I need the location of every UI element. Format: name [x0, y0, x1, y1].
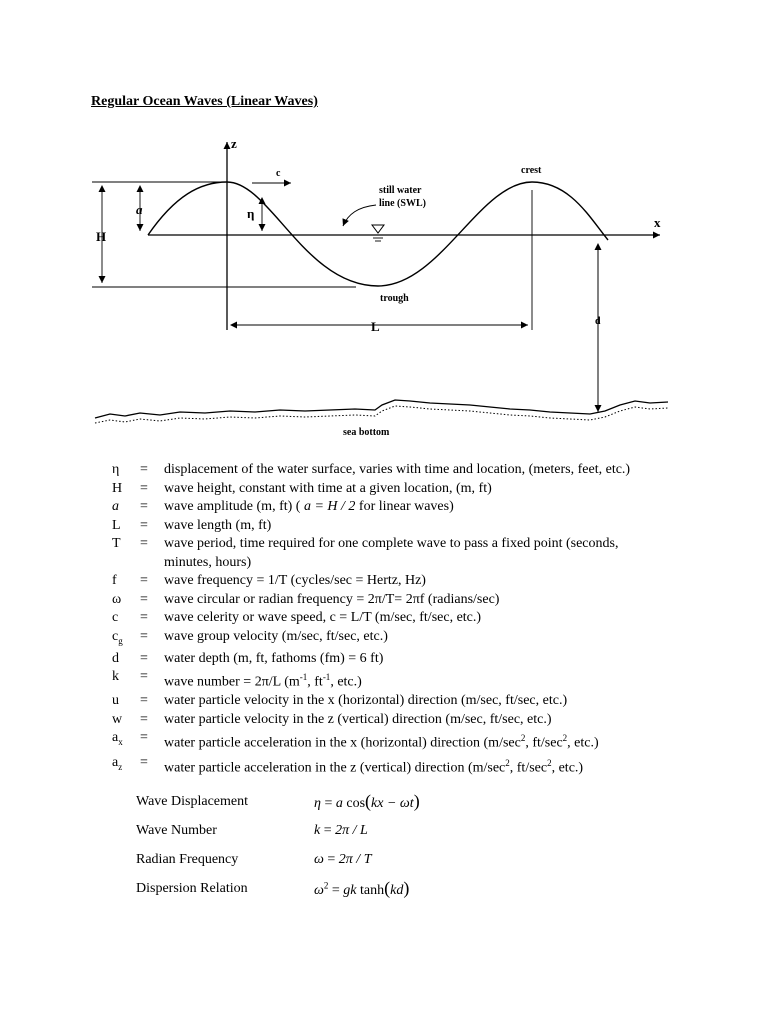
formula-row: [136, 816, 420, 845]
sea-bottom-label: sea bottom: [343, 427, 390, 438]
formula-name: Radian Frequency: [136, 851, 239, 867]
definition-symbol: $a_z$: [112, 754, 123, 772]
definition-symbol: u: [112, 693, 119, 709]
definition-text: water particle acceleration in the x (horizontal) direction ($m/\sec^2$, $ft/\sec^2$, etc.): [164, 733, 599, 752]
definition-text: wave frequency = 1/T (cycles/sec = Hertz, Hz): [164, 573, 426, 588]
definition-row: [112, 480, 712, 499]
equals-sign: =: [140, 499, 148, 514]
definition-symbol: η: [112, 462, 120, 477]
definition-text: wave period, time required for one complete wave to pass a fixed point (seconds,: [164, 536, 619, 551]
z-axis-label: z: [231, 136, 237, 151]
depth-label: d: [595, 316, 601, 327]
definition-row: [112, 754, 712, 778]
definition-row: [112, 498, 712, 517]
definition-row: [112, 729, 712, 753]
definition-symbol: L: [112, 517, 121, 533]
definition-symbol: c: [112, 610, 119, 625]
swl-label-line2: line (SWL): [379, 198, 426, 209]
definition-text: wave length (m, ft): [164, 517, 272, 533]
equals-sign: =: [140, 610, 148, 625]
definition-symbol: f: [112, 573, 117, 588]
crest-label: crest: [521, 165, 542, 176]
definition-continuation: minutes, hours): [164, 554, 252, 570]
definition-text: wave circular or radian frequency = 2π/T= 2πf (radians/sec): [164, 591, 500, 607]
definition-symbol: H: [112, 480, 123, 496]
definition-row: [112, 650, 712, 669]
wave-height-label: H: [96, 229, 107, 244]
definition-row: [112, 711, 712, 730]
displacement-label: η: [247, 206, 255, 221]
equals-sign: =: [140, 730, 148, 746]
definition-row: [112, 692, 712, 711]
equals-sign: =: [140, 693, 148, 709]
formula-equation: ω = 2π / T: [314, 851, 372, 867]
equals-sign: =: [140, 480, 148, 496]
swl-label-line1: still water: [379, 185, 422, 196]
formulas-list: [136, 787, 420, 903]
definition-row: [112, 628, 712, 650]
equals-sign: =: [140, 536, 148, 551]
trough-label: trough: [380, 293, 409, 304]
formula-row: [136, 845, 420, 874]
definition-row: [112, 668, 712, 692]
equals-sign: =: [140, 591, 148, 607]
swl-pointer: [343, 205, 376, 226]
definition-symbol: d: [112, 650, 119, 666]
equals-sign: =: [140, 650, 148, 666]
formula-row: [136, 874, 420, 903]
equals-sign: =: [140, 462, 148, 477]
definition-symbol: a: [112, 499, 119, 514]
wave-diagram: [0, 0, 768, 450]
formula-row: [136, 787, 420, 816]
definition-text: wave number = 2π/L ($m^{-1}$, $ft^{-1}$, etc.): [164, 672, 362, 690]
sea-bottom-line: [95, 400, 668, 418]
formula-equation: η = a cos(kx − ωt): [314, 791, 420, 811]
equals-sign: =: [140, 573, 148, 588]
definition-row: [112, 517, 712, 536]
definition-text: wave celerity or wave speed, c = L/T (m/sec, ft/sec, etc.): [164, 610, 482, 625]
definition-row: [112, 591, 712, 610]
celerity-label: c: [276, 168, 281, 179]
definition-row: [112, 572, 712, 591]
formula-name: Wave Number: [136, 822, 217, 838]
formula-equation: k = 2π / L: [314, 822, 368, 838]
definition-text: water depth (m, ft, fathoms (fm) = 6 ft): [164, 650, 384, 666]
equals-sign: =: [140, 517, 148, 533]
definition-symbol: T: [112, 536, 121, 551]
definition-text: water particle acceleration in the z (vertical) direction ($m/\sec^2$, $ft/\sec^2$, etc.): [164, 757, 584, 776]
wave-profile: [148, 182, 608, 286]
definition-text: water particle velocity in the z (vertical) direction (m/sec, ft/sec, etc.): [164, 711, 552, 727]
definition-text: wave height, constant with time at a given location, (m, ft): [164, 480, 492, 496]
definition-symbol: k: [112, 669, 119, 685]
swl-symbol: [372, 225, 384, 241]
wavelength-label: L: [371, 319, 380, 334]
equals-sign: =: [140, 628, 148, 644]
definition-row: [112, 461, 712, 480]
equals-sign: =: [140, 711, 148, 727]
definition-text: wave group velocity (m/sec, ft/sec, etc.): [164, 628, 388, 644]
definition-symbol: ω: [112, 591, 122, 607]
x-axis-label: x: [654, 215, 661, 230]
formula-name: Wave Displacement: [136, 793, 248, 809]
definition-text: displacement of the water surface, varies with time and location, (meters, feet, etc.): [164, 462, 631, 477]
definition-symbol: $c_g$: [112, 628, 123, 646]
equals-sign: =: [140, 754, 148, 770]
definition-text: wave amplitude (m, ft) ( a = H / 2 for linear waves): [164, 499, 454, 514]
formula-equation: $\omega^2$ = gk tanh(kd): [314, 878, 410, 898]
definitions-list: [112, 461, 712, 778]
definition-text: water particle velocity in the x (horizontal) direction (m/sec, ft/sec, etc.): [164, 693, 568, 709]
sea-bottom-hatch: [95, 406, 668, 423]
page-title: Regular Ocean Waves (Linear Waves): [91, 94, 318, 109]
definition-symbol: w: [112, 711, 123, 727]
definition-row: [112, 535, 712, 554]
definition-row: [112, 609, 712, 628]
definition-symbol: $a_x$: [112, 730, 123, 748]
equals-sign: =: [140, 669, 148, 685]
amplitude-label: a: [136, 202, 143, 217]
formula-name: Dispersion Relation: [136, 880, 248, 896]
